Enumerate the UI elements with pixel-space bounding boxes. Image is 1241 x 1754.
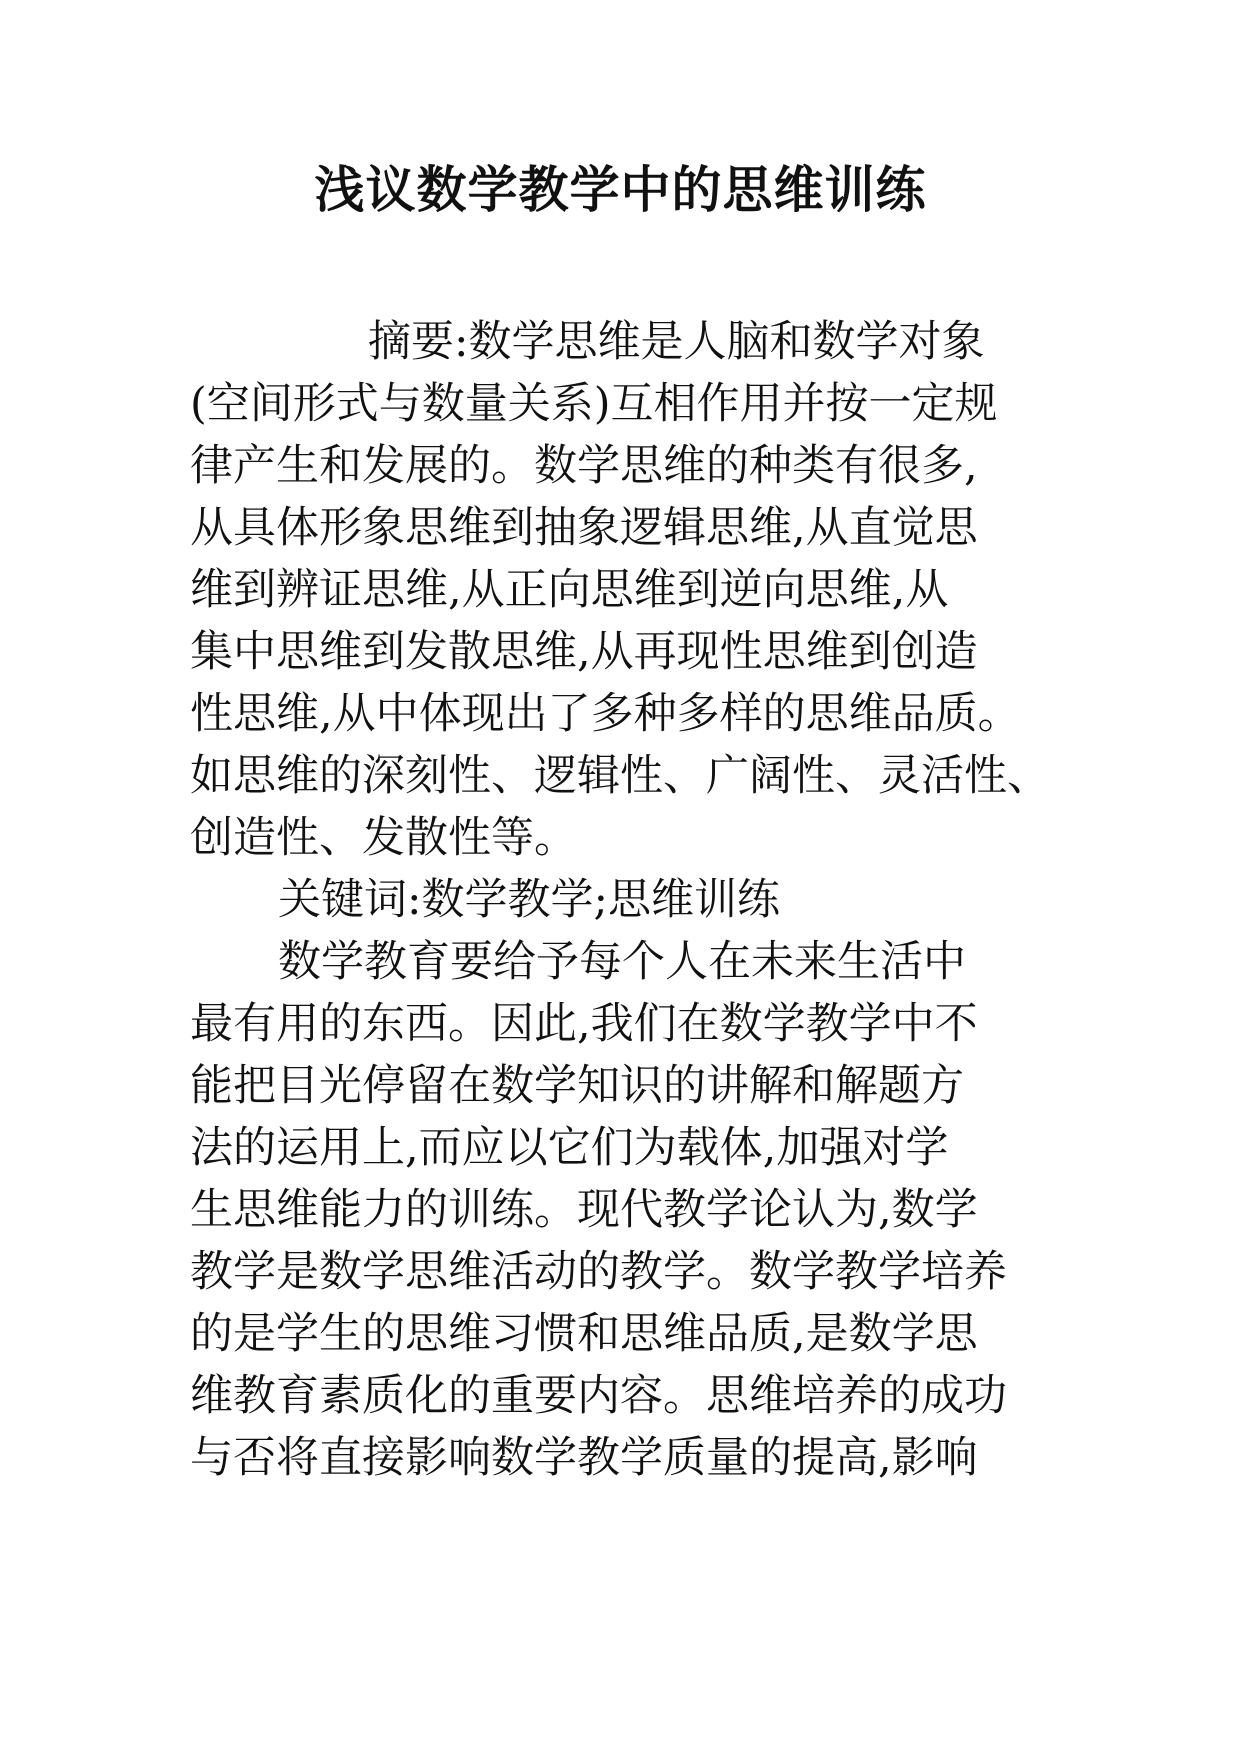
abstract-line: 维到辨证思维,从正向思维到逆向思维,从 xyxy=(190,565,949,615)
body-line: 的是学生的思维习惯和思维品质,是数学思 xyxy=(190,1309,978,1359)
body-line: 维教育素质化的重要内容。思维培养的成功 xyxy=(190,1371,1007,1421)
body-line: 能把目光停留在数学知识的讲解和解题方 xyxy=(190,1061,964,1111)
abstract-line: 性思维,从中体现出了多种多样的思维品质。 xyxy=(190,689,1021,739)
body-line: 生思维能力的训练。现代教学论认为,数学 xyxy=(190,1185,978,1235)
abstract-line: 集中思维到发散思维,从再现性思维到创造 xyxy=(190,627,978,677)
abstract-line: 从具体形象思维到抽象逻辑思维,从直觉思 xyxy=(190,503,978,553)
abstract-line: (空间形式与数量关系)互相作用并按一定规 xyxy=(190,379,998,429)
body-line: 法的运用上,而应以它们为载体,加强对学 xyxy=(190,1123,949,1173)
abstract-line: 如思维的深刻性、逻辑性、广阔性、灵活性、 xyxy=(190,751,1050,801)
body-line: 最有用的东西。因此,我们在数学教学中不 xyxy=(190,999,978,1049)
keywords-line: 关键词:数学教学;思维训练 xyxy=(278,875,780,925)
document-title: 浅议数学教学中的思维训练 xyxy=(314,160,927,219)
abstract-line: 摘要:数学思维是人脑和数学对象 xyxy=(368,317,985,367)
abstract-line: 创造性、发散性等。 xyxy=(190,813,577,863)
body-line: 教学是数学思维活动的教学。数学教学培养 xyxy=(190,1247,1007,1297)
abstract-line: 律产生和发展的。数学思维的种类有很多, xyxy=(190,441,978,491)
body-line: 数学教育要给予每个人在未来生活中 xyxy=(278,937,966,987)
body-line: 与否将直接影响数学教学质量的提高,影响 xyxy=(190,1433,978,1483)
